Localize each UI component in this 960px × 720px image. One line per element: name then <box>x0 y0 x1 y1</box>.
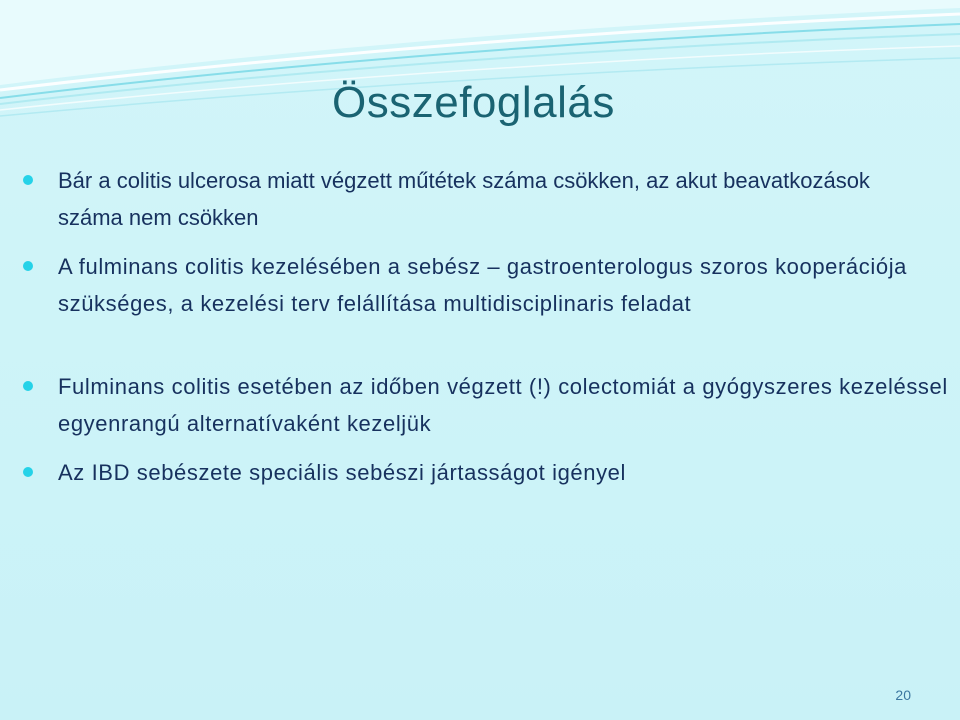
slide-title: Összefoglalás <box>332 78 615 127</box>
bullet-marker-icon <box>23 381 33 391</box>
bullet-item <box>58 454 948 491</box>
bullet-marker-icon <box>23 467 33 477</box>
bullet-marker-icon <box>23 175 33 185</box>
bullet-marker-icon <box>23 261 33 271</box>
bullet-item <box>58 368 948 442</box>
bullet-text: Az IBD sebészete speciális sebészi jártasságot igényel <box>58 460 627 485</box>
bullet-item <box>58 162 934 236</box>
bullet-text: A fulminans colitis kezelésében a sebész – gastroenterologus szoros kooperációja szükséges, a kezelési terv felállítása multidisciplinaris feladat <box>58 254 908 316</box>
page-number: 20 <box>895 687 911 703</box>
bullet-text: Fulminans colitis esetében az időben végzett (!) colectomiát a gyógyszeres kezeléssel egyenrangú alternatívaként kezeljük <box>58 374 948 436</box>
bullet-text: Bár a colitis ulcerosa miatt végzett műtétek száma csökken, az akut beavatkozások száma nem csökken <box>58 168 870 230</box>
bullet-item <box>58 248 948 322</box>
